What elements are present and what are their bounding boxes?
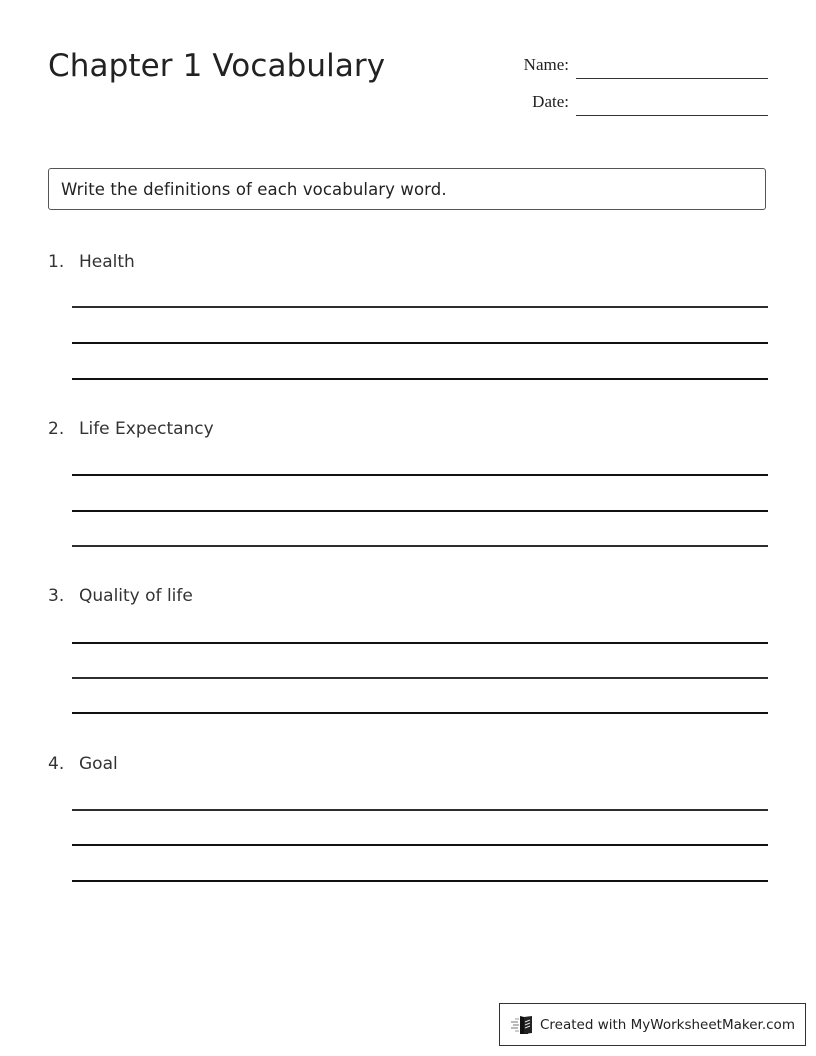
answer-line[interactable]: [72, 342, 768, 344]
footer-credit-text: Created with MyWorksheetMaker.com: [540, 1016, 795, 1033]
vocabulary-word: Goal: [79, 754, 118, 774]
answer-line[interactable]: [72, 844, 768, 846]
question-number: 4.: [48, 754, 65, 774]
answer-line[interactable]: [72, 712, 768, 714]
vocabulary-word: Health: [79, 252, 135, 272]
question-number: 2.: [48, 419, 65, 439]
answer-line[interactable]: [72, 880, 768, 882]
vocabulary-word: Quality of life: [79, 586, 193, 606]
date-label: Date:: [532, 92, 569, 111]
question-heading: [48, 586, 193, 606]
question-heading: [48, 252, 135, 272]
answer-line[interactable]: [72, 642, 768, 644]
answer-line[interactable]: [72, 378, 768, 380]
question-number: 3.: [48, 586, 65, 606]
worksheet-title: Chapter 1 Vocabulary: [48, 48, 386, 84]
worksheet-maker-logo-icon: [510, 1014, 534, 1036]
name-field[interactable]: [480, 49, 768, 79]
answer-line[interactable]: [72, 306, 768, 308]
answer-line[interactable]: [72, 677, 768, 679]
question-heading: [48, 419, 214, 439]
question-heading: [48, 754, 118, 774]
date-field[interactable]: [480, 86, 768, 116]
name-label: Name:: [523, 55, 569, 74]
answer-line[interactable]: [72, 545, 768, 547]
instructions-box: Write the definitions of each vocabulary word.: [48, 168, 766, 210]
vocabulary-word: Life Expectancy: [79, 419, 214, 439]
answer-line[interactable]: [72, 809, 768, 811]
date-input-line[interactable]: [576, 115, 768, 116]
footer-credit-badge[interactable]: [499, 1003, 806, 1046]
question-number: 1.: [48, 252, 65, 272]
answer-line[interactable]: [72, 474, 768, 476]
answer-line[interactable]: [72, 510, 768, 512]
name-input-line[interactable]: [576, 78, 768, 79]
